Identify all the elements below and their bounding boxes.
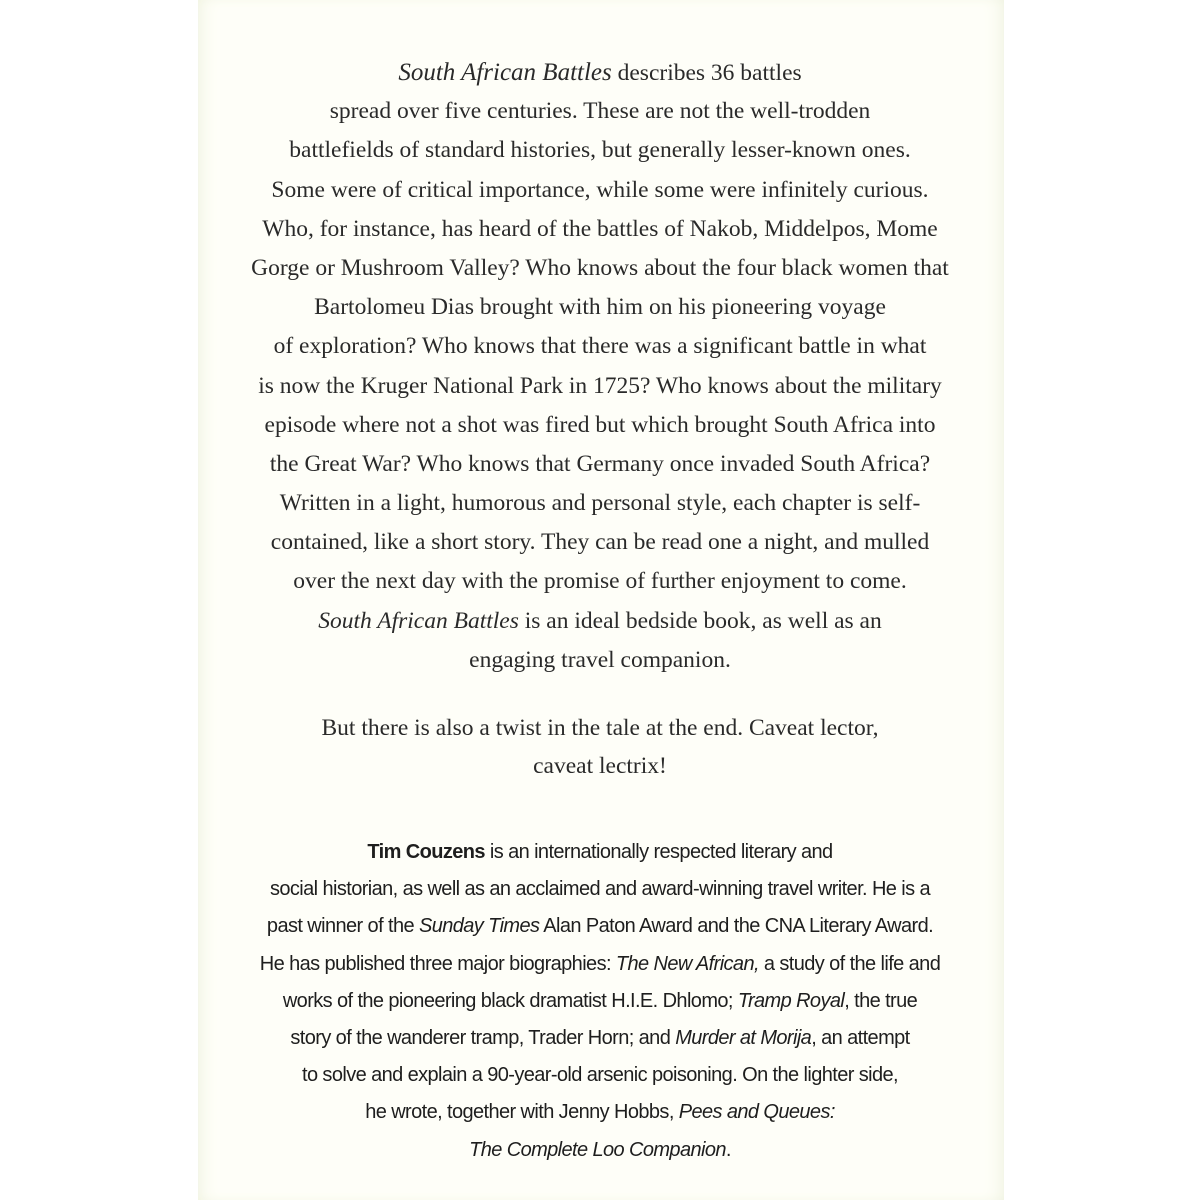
- bio-text: he wrote, together with Jenny Hobbs,: [365, 1101, 679, 1124]
- blurb-line: of exploration? Who knows that there was a significant battle in what: [273, 333, 927, 360]
- blurb-line: over the next day with the promise of further enjoyment to come.: [293, 568, 907, 595]
- blurb-line: Written in a light, humorous and personal style, each chapter is self-: [279, 490, 921, 517]
- bio-text: , an attempt: [811, 1026, 910, 1049]
- twist-paragraph: [0, 709, 1200, 785]
- bio-text: past winner of the: [266, 915, 419, 938]
- book-blurb: [0, 53, 1200, 680]
- award-title-italic: Sunday Times: [418, 915, 540, 938]
- bio-text: , the true: [844, 989, 918, 1012]
- bio-line: [0, 1094, 1200, 1131]
- blurb-line: Who, for instance, has heard of the battles of Nakob, Middelpos, Mome: [262, 215, 938, 242]
- book-title-italic: South African Battles: [398, 59, 612, 86]
- author-bio: [0, 834, 1200, 1169]
- book-title-italic: Tramp Royal: [737, 989, 845, 1012]
- bio-text: a study of the life and: [758, 952, 941, 975]
- book-title-italic: South African Battles: [318, 607, 519, 634]
- bio-line: social historian, as well as an acclaimed and award-winning travel writer. He is a: [269, 878, 930, 901]
- blurb-line: [0, 602, 1200, 641]
- blurb-line: Some were of critical importance, while some were infinitely curious.: [271, 176, 929, 203]
- bio-text: works of the pioneering black dramatist H.I.E. Dhlomo;: [282, 989, 738, 1012]
- blurb-line: Gorge or Mushroom Valley? Who knows about the four black women that: [251, 254, 949, 281]
- bio-line: [0, 1020, 1200, 1057]
- bio-line: [0, 983, 1200, 1020]
- bio-text: He has published three major biographies:: [259, 952, 616, 975]
- book-title-italic: The Complete Loo Companion: [469, 1138, 726, 1161]
- book-title-italic: Pees and Queues:: [678, 1101, 835, 1124]
- bio-text: Alan Paton Award and the CNA Literary Award.: [539, 915, 934, 938]
- blurb-line: episode where not a shot was fired but which brought South Africa into: [264, 411, 936, 438]
- blurb-line: Bartolomeu Dias brought with him on his pioneering voyage: [314, 294, 886, 321]
- blurb-line: engaging travel companion.: [469, 646, 731, 673]
- blurb-text: is an ideal bedside book, as well as an: [518, 607, 882, 634]
- blurb-line: spread over five centuries. These are not the well-trodden: [329, 98, 871, 125]
- blurb-line: is now the Kruger National Park in 1725? Who knows about the military: [258, 372, 942, 399]
- book-title-italic: Murder at Morija: [675, 1026, 812, 1049]
- bio-line: [0, 834, 1200, 871]
- bio-text: story of the wanderer tramp, Trader Horn; and: [290, 1026, 676, 1049]
- blurb-line: the Great War? Who knows that Germany once invaded South Africa?: [269, 450, 931, 477]
- bio-line: [0, 1132, 1200, 1169]
- bio-line: to solve and explain a 90-year-old arsenic poisoning. On the lighter side,: [302, 1064, 898, 1087]
- bio-text: is an internationally respected literary and: [484, 841, 833, 863]
- blurb-line: contained, like a short story. They can be read one a night, and mulled: [270, 529, 930, 556]
- blurb-line: battlefields of standard histories, but generally lesser-known ones.: [289, 137, 911, 164]
- bio-text: .: [725, 1138, 731, 1161]
- twist-line: But there is also a twist in the tale at the end. Caveat lector,: [321, 715, 879, 741]
- blurb-line: [0, 53, 1200, 92]
- twist-line: caveat lectrix!: [533, 753, 667, 779]
- bio-line: [0, 946, 1200, 983]
- bio-line: [0, 908, 1200, 945]
- blurb-text: describes 36 battles: [611, 60, 802, 86]
- book-title-italic: The New African,: [615, 952, 759, 975]
- author-name: Tim Couzens: [367, 841, 485, 863]
